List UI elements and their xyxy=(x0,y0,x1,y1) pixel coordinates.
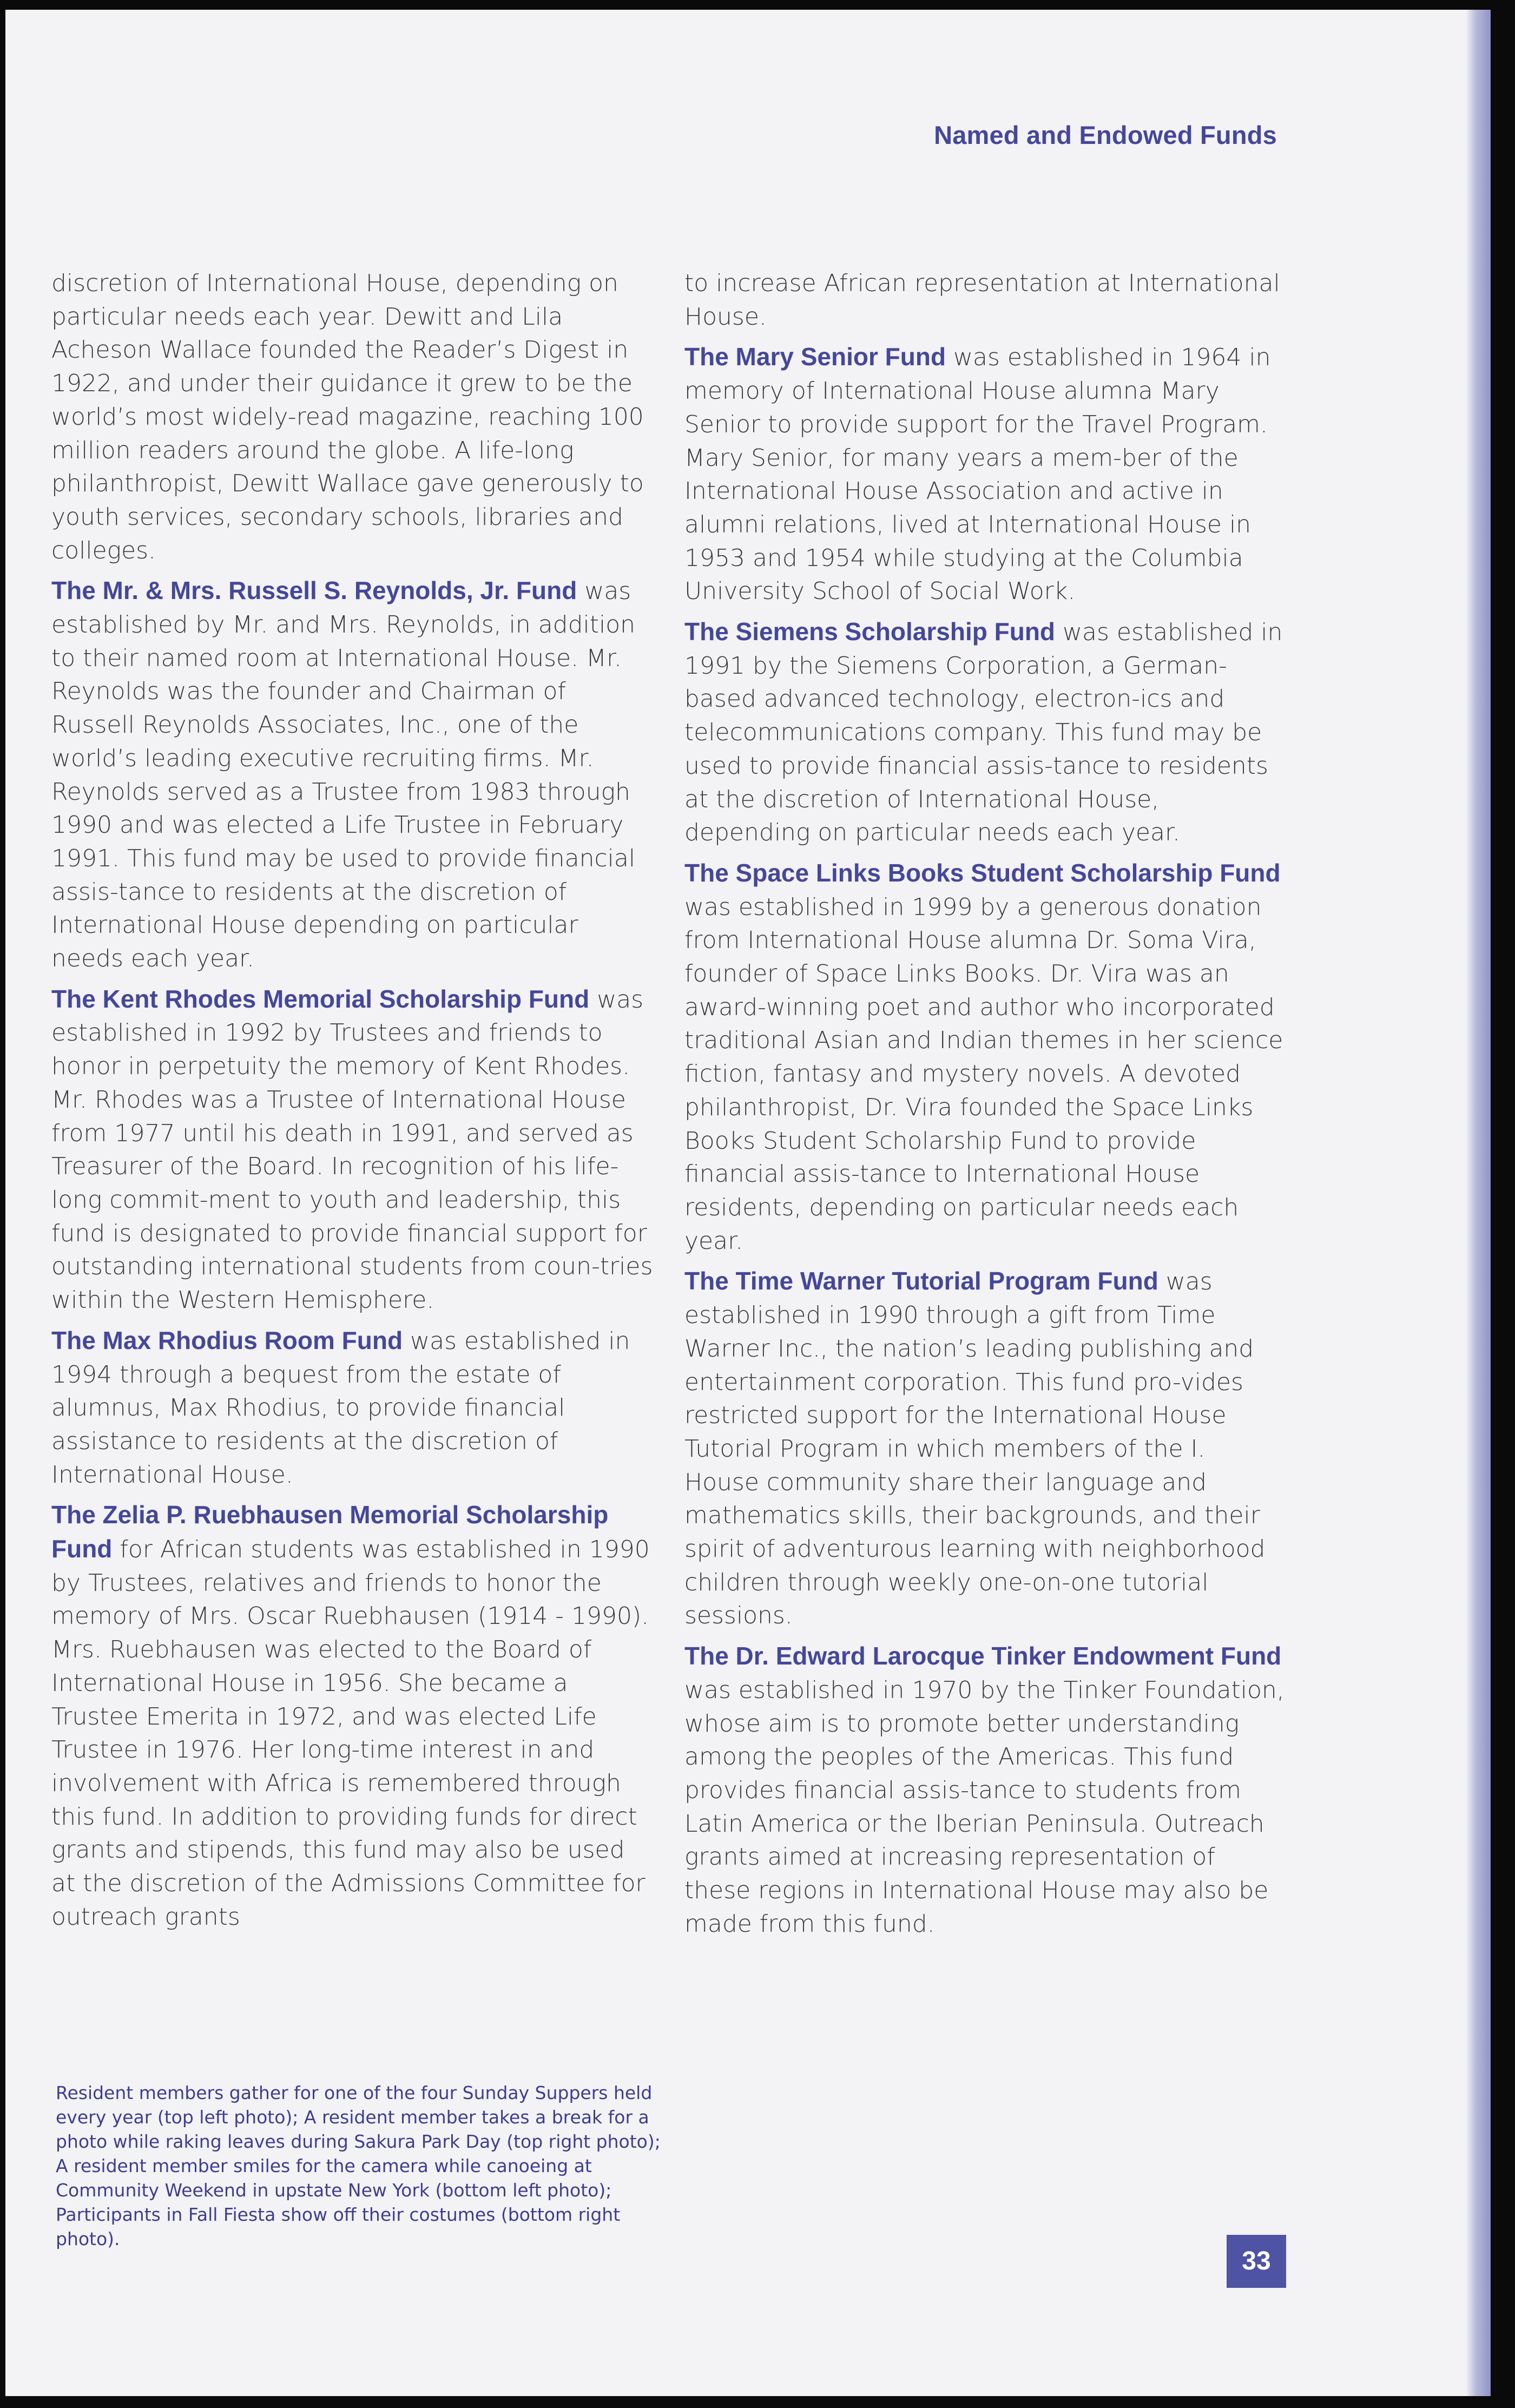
fund-text: was established in 1970 by the Tinker Foundation, whose aim is to promote better understanding among the peoples of the Americas. This fund provides financial assis-tance to students from Latin America or the Iberian Peninsula. Outreach grants aimed at increasing representation of these regions in International House may also be made from this fund. xyxy=(684,1676,1285,1938)
fund-title: The Mr. & Mrs. Russell S. Reynolds, Jr. Fund xyxy=(51,576,577,605)
fund-entry xyxy=(51,266,655,567)
fund-text: was established in 1990 through a gift from Time Warner Inc., the nation’s leading publishing and entertainment corporation. This fund pro-vides restricted support for the International House Tutorial Program in which members of the I. House community share their language and mathematics skills, their backgrounds, and their spirit of adventurous learning with neighborhood children through weekly one-on-one tutorial sessions. xyxy=(684,1268,1266,1630)
fund-entry xyxy=(51,574,655,975)
fund-title: The Time Warner Tutorial Program Fund xyxy=(684,1267,1158,1295)
fund-title: The Kent Rhodes Memorial Scholarship Fund xyxy=(51,984,590,1013)
fund-entry xyxy=(684,857,1285,1258)
fund-text: was established in 1994 through a bequest from the estate of alumnus, Max Rhodius, to provide financial assistance to residents at the discretion of International House. xyxy=(51,1327,630,1489)
fund-text: was established in 1991 by the Siemens Corporation, a German-based advanced technology, electron-ics and telecommunications company. This fund may be used to provide financial assis-tance to residents at the discretion of International House, depending on particular needs each year. xyxy=(684,619,1283,847)
fund-entry xyxy=(684,615,1285,850)
fund-title: The Space Links Books Student Scholarship Fund xyxy=(684,858,1281,887)
right-text-column xyxy=(684,266,1285,1948)
fund-text: discretion of International House, depending on particular needs each year. Dewitt and Lila Acheson Wallace founded the Reader’s Digest in 1922, and under their guidance it grew to be the world’s most widely-read magazine, reaching 100 million readers around the globe. A life-long philanthropist, Dewitt Wallace gave generously to youth services, secondary schools, libraries and colleges. xyxy=(51,269,644,564)
fund-title: The Mary Senior Fund xyxy=(684,343,946,371)
fund-text: was established by Mr. and Mrs. Reynolds, in addition to their named room at International House. Mr. Reynolds was the founder and Chairman of Russell Reynolds Associates, Inc., one of the world’s leading executive recruiting firms. Mr. Reynolds served as a Trustee from 1983 through 1990 and was elected a Life Trustee in February 1991. This fund may be used to provide financial assis-tance to residents at the discretion of International House depending on particular needs each year. xyxy=(51,577,636,973)
fund-entry xyxy=(684,1265,1285,1633)
fund-entry xyxy=(684,340,1285,608)
left-text-column xyxy=(51,266,655,1940)
fund-title: The Max Rhodius Room Fund xyxy=(51,1326,403,1354)
fund-entry xyxy=(51,983,655,1317)
fund-text: for African students was established in 1990 by Trustees, relatives and friends to honor the memory of Mrs. Oscar Ruebhausen (1914 - 1990). Mrs. Ruebhausen was elected to the Board of International House in 1956. She became a Trustee Emerita in 1972, and was elected Life Trustee in 1976. Her long-time interest in and involvement with Africa is remembered through this fund. In addition to providing funds for direct grants and stipends, this fund may also be used at the discretion of the Admissions Committee for outreach grants xyxy=(51,1536,650,1931)
fund-entry xyxy=(51,1498,655,1933)
fund-title: The Zelia P. Ruebhausen Memorial Scholarship Fund xyxy=(51,1501,609,1563)
page-number-badge: 33 xyxy=(1227,2235,1286,2288)
fund-entry xyxy=(684,1640,1285,1940)
fund-text: to increase African representation at International House. xyxy=(684,269,1280,331)
fund-title: The Siemens Scholarship Fund xyxy=(684,617,1056,646)
page-spine-edge xyxy=(1466,10,1491,2396)
section-header: Named and Endowed Funds xyxy=(934,121,1277,149)
fund-entry xyxy=(51,1324,655,1492)
fund-entry xyxy=(684,266,1285,333)
fund-text: was established in 1992 by Trustees and friends to honor in perpetuity the memory of Kent Rhodes. Mr. Rhodes was a Trustee of International House from 1977 until his death in 1991, and served as Treasurer of the Board. In recognition of his life-long commit-ment to youth and leadership, this fund is designated to provide financial support for outstanding international students from coun-tries within the Western Hemisphere. xyxy=(51,985,653,1314)
fund-text: was established in 1999 by a generous donation from International House alumna Dr. Soma Vira, founder of Space Links Books. Dr. Vira was an award-winning poet and author who incorporated traditional Asian and Indian themes in her science fiction, fantasy and mystery novels. A devoted philanthropist, Dr. Vira founded the Space Links Books Student Scholarship Fund to provide financial assis-tance to International House residents, depending on particular needs each year. xyxy=(684,893,1283,1255)
fund-title: The Dr. Edward Larocque Tinker Endowment Fund xyxy=(684,1642,1282,1670)
fund-text: was established in 1964 in memory of International House alumna Mary Senior to provide support for the Travel Program. Mary Senior, for many years a mem-ber of the International House Association and active in alumni relations, lived at International House in 1953 and 1954 while studying at the Columbia University School of Social Work. xyxy=(684,344,1271,606)
photo-caption: Resident members gather for one of the four Sunday Suppers held every year (top left photo); A resident member takes a break for a photo while raking leaves during Sakura Park Day (top right photo); A resident member smiles for the camera while canoeing at Community Weekend in upstate New York (bottom left photo); Participants in Fall Fiesta show off their costumes (bottom right photo). xyxy=(56,2082,661,2249)
